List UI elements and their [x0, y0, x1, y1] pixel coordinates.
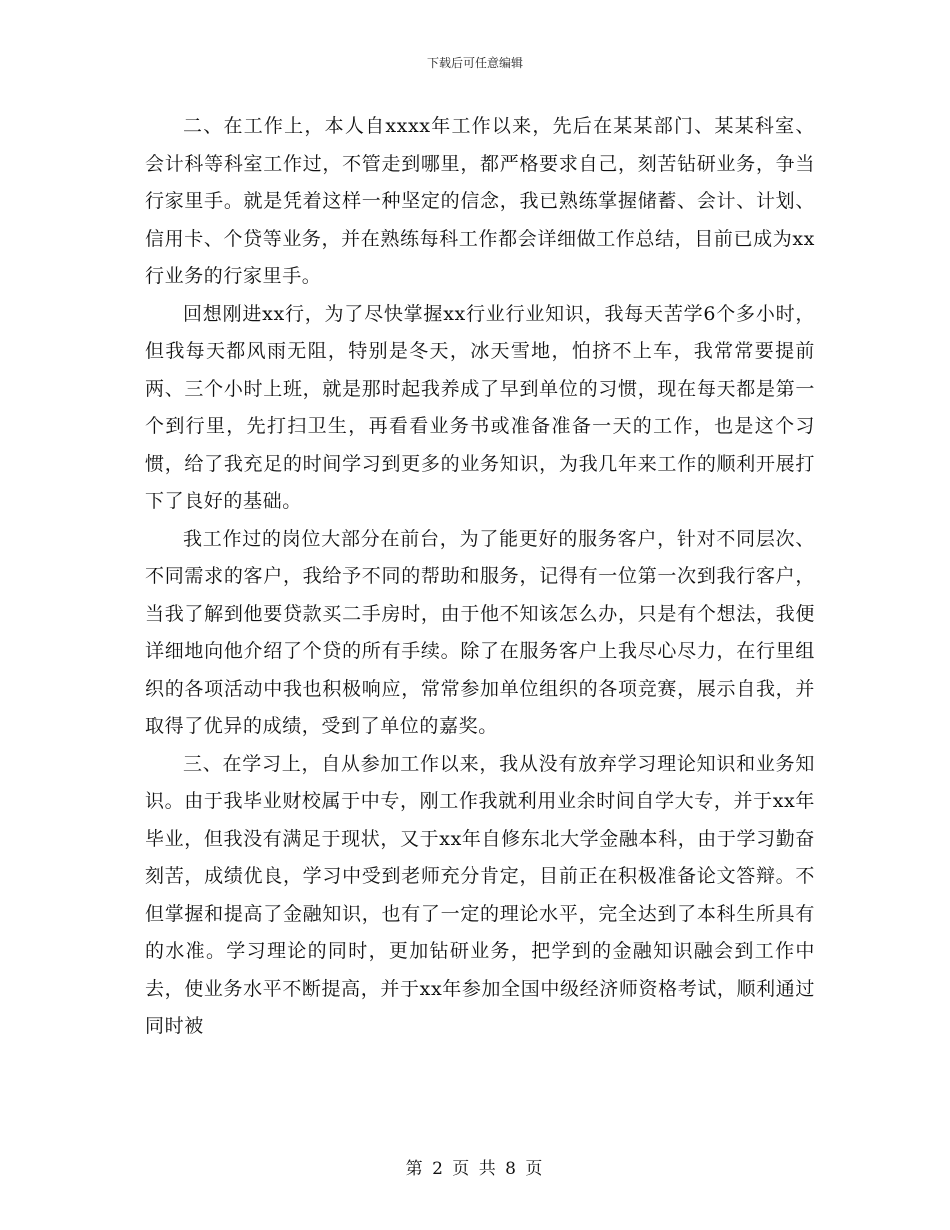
document-body — [145, 108, 815, 1046]
paragraph-study: 三、在学习上，自从参加工作以来，我从没有放弃学习理论知识和业务知识。由于我毕业财校属于中专，刚工作我就利用业余时间自学大专，并于xx年毕业，但我没有满足于现状，又于xx年自修东北大学金融本科，由于学习勤奋刻苦，成绩优良，学习中受到老师充分肯定，目前正在积极准备论文答辩。不但掌握和提高了金融知识，也有了一定的理论水平，完全达到了本科生所具有的水准。学习理论的同时，更加钻研业务，把学到的金融知识融会到工作中去，使业务水平不断提高，并于xx年参加全国中级经济师资格考试，顺利通过同时被 — [145, 752, 815, 1037]
page-header: 下载后可任意编辑 — [426, 56, 523, 70]
paragraph-service: 我工作过的岗位大部分在前台，为了能更好的服务客户，针对不同层次、不同需求的客户，我给予不同的帮助和服务，记得有一位第一次到我行客户，当我了解到他要贷款买二手房时，由于他不知该怎么办，只是有个想法，我便详细地向他介绍了个贷的所有手续。除了在服务客户上我尽心尽力，在行里组织的各项活动中我也积极响应，常常参加单位组织的各项竞赛，展示自我，并取得了优异的成绩，受到了单位的嘉奖。 — [145, 527, 815, 737]
page-footer: 第 2 页 共 8 页 — [405, 1159, 545, 1179]
paragraph-work: 二、在工作上，本人自xxxx年工作以来，先后在某某部门、某某科室、会计科等科室工作过，不管走到哪里，都严格要求自己，刻苦钻研业务，争当行家里手。就是凭着这样一种坚定的信念，我已熟练掌握储蓄、会计、计划、信用卡、个贷等业务，并在熟练每科工作都会详细做工作总结，目前已成为xx行业务的行家里手。 — [145, 115, 815, 287]
paragraph-recall: 回想刚进xx行，为了尽快掌握xx行业行业知识，我每天苦学6个多小时，但我每天都风雨无阻，特别是冬天，冰天雪地，怕挤不上车，我常常要提前两、三个小时上班，就是那时起我养成了早到单位的习惯，现在每天都是第一个到行里，先打扫卫生，再看看业务书或准备准备一天的工作，也是这个习惯，给了我充足的时间学习到更多的业务知识，为我几年来工作的顺利开展打下了良好的基础。 — [145, 302, 815, 512]
